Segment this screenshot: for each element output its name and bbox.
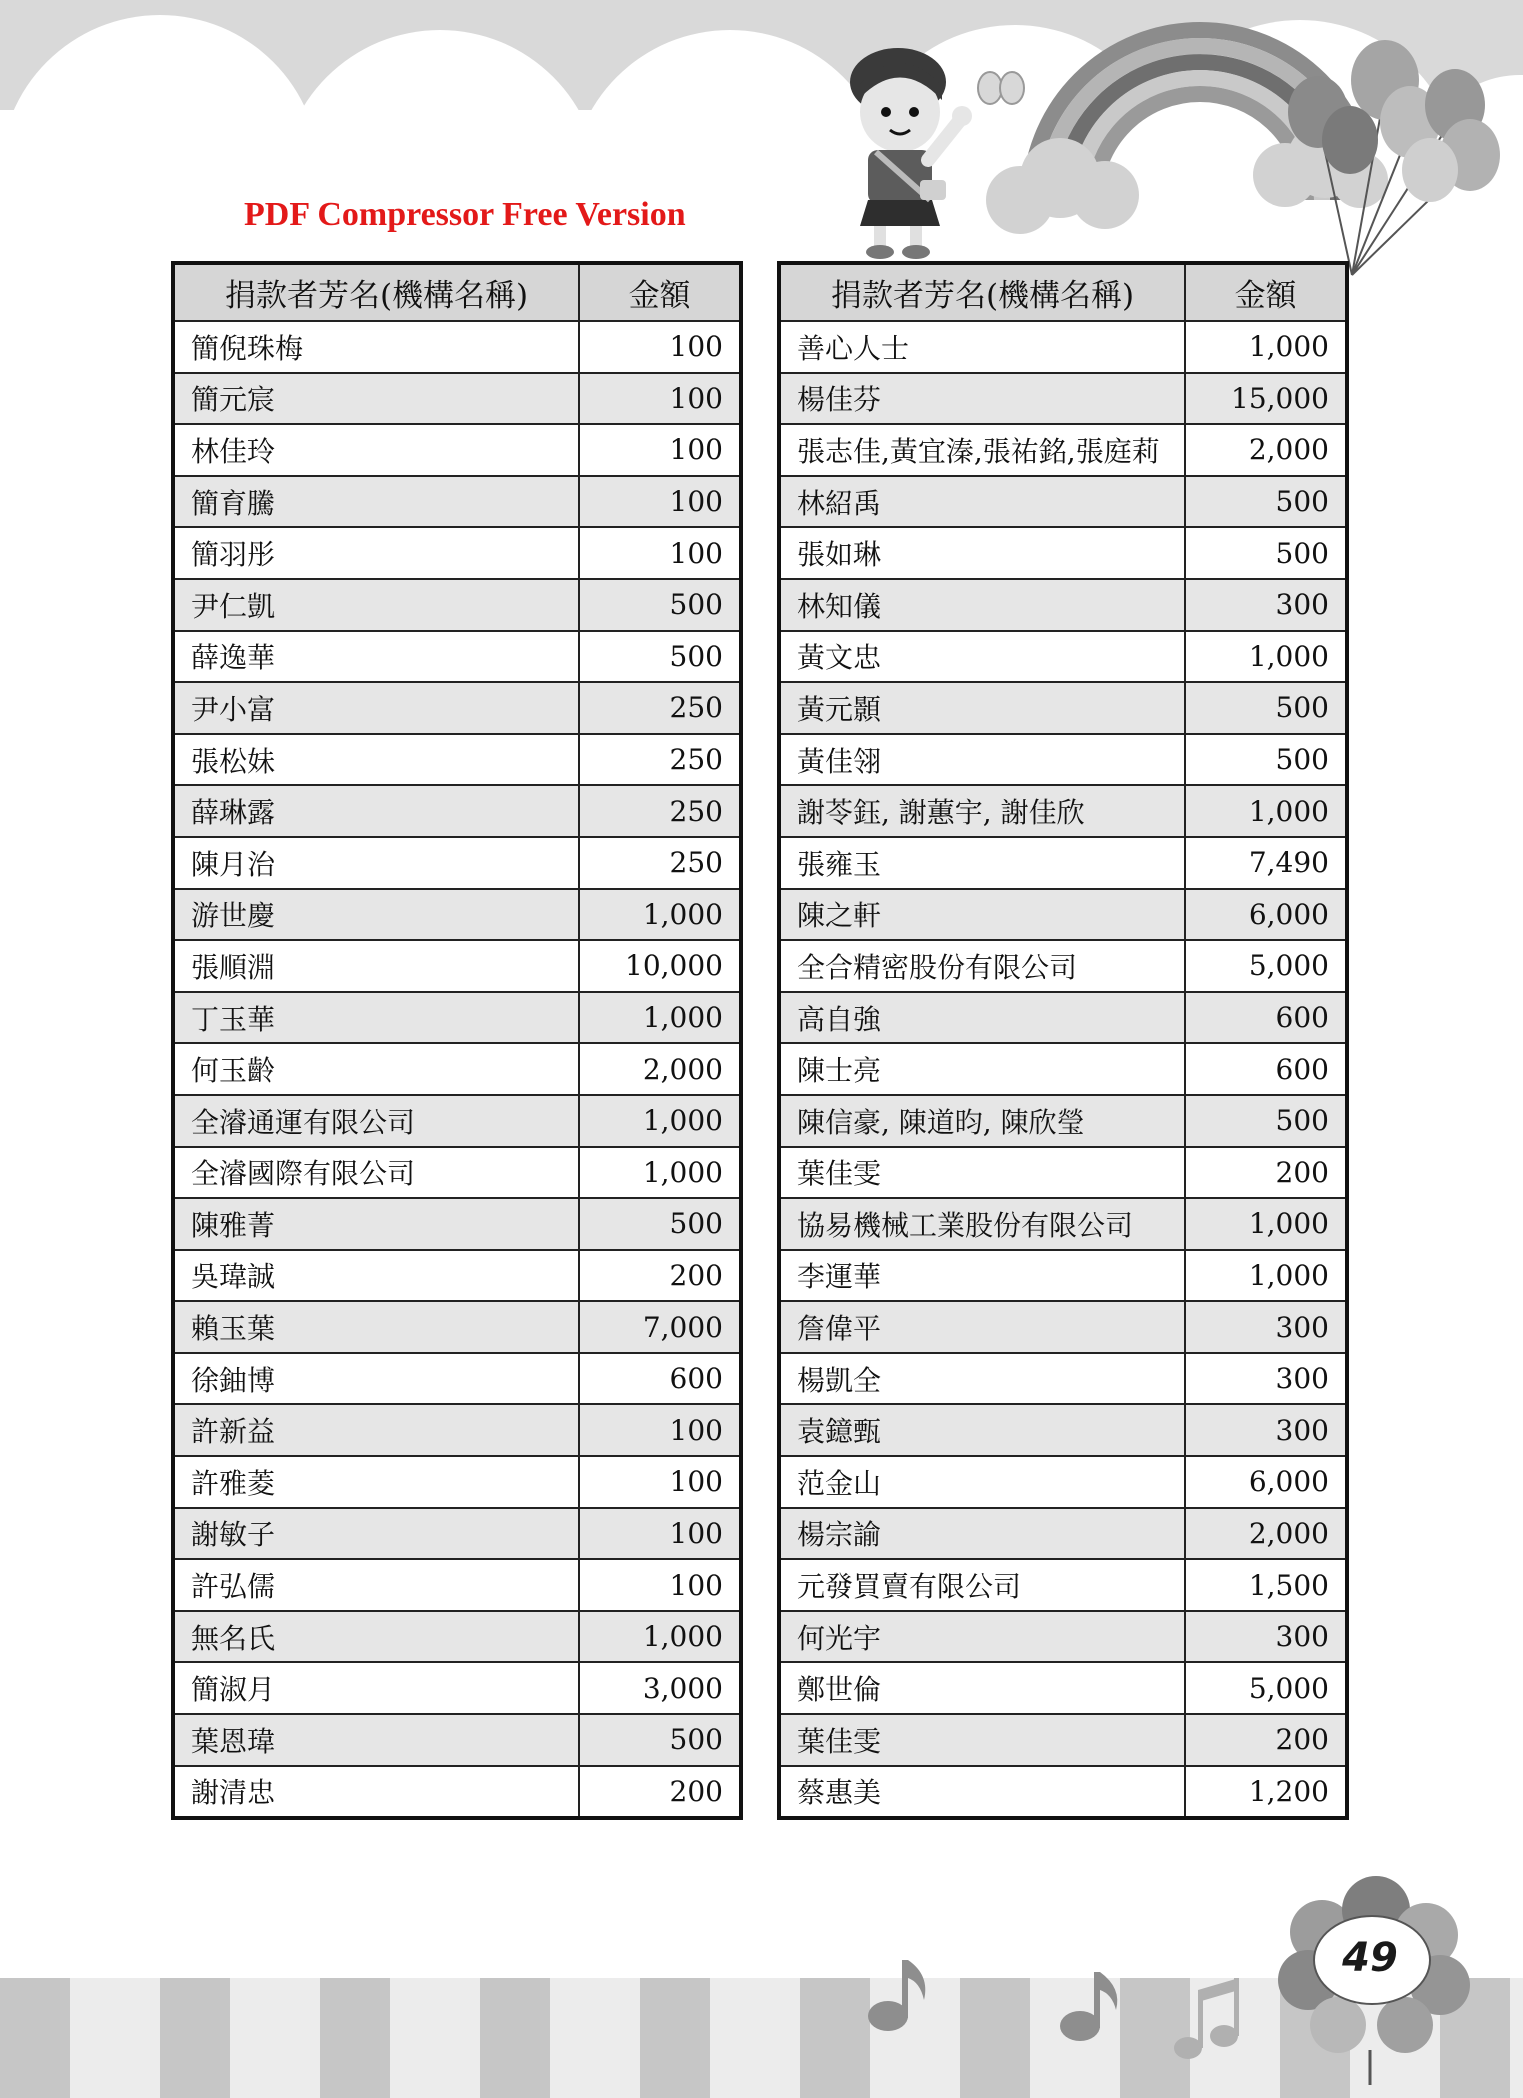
table-row (173, 1559, 741, 1611)
amount-cell: 3,000 (579, 1662, 741, 1714)
table-row (779, 1353, 1347, 1405)
column-header-amount: 金額 (579, 263, 741, 321)
amount-cell: 1,200 (1185, 1766, 1347, 1819)
table-row (779, 373, 1347, 425)
table-row (779, 1508, 1347, 1560)
donor-name-cell: 袁鐿甄 (779, 1404, 1185, 1456)
donor-name-cell: 許新益 (173, 1404, 579, 1456)
table-row (779, 631, 1347, 683)
amount-cell: 1,000 (579, 1095, 741, 1147)
donor-name-cell: 元發買賣有限公司 (779, 1559, 1185, 1611)
donor-name-cell: 楊佳芬 (779, 373, 1185, 425)
table-row (173, 476, 741, 528)
table-row (779, 1404, 1347, 1456)
amount-cell: 1,500 (1185, 1559, 1347, 1611)
amount-cell: 200 (1185, 1714, 1347, 1766)
table-row (173, 734, 741, 786)
donor-name-cell: 楊宗諭 (779, 1508, 1185, 1560)
table-row (779, 1198, 1347, 1250)
table-row (779, 1095, 1347, 1147)
amount-cell: 200 (579, 1766, 741, 1819)
donor-name-cell: 丁玉華 (173, 992, 579, 1044)
amount-cell: 100 (579, 373, 741, 425)
amount-cell: 500 (1185, 734, 1347, 786)
donor-name-cell: 林佳玲 (173, 424, 579, 476)
table-row (779, 1766, 1347, 1819)
amount-cell: 250 (579, 682, 741, 734)
table-row (779, 1043, 1347, 1095)
table-row (173, 1198, 741, 1250)
donor-name-cell: 陳信豪, 陳道昀, 陳欣瑩 (779, 1095, 1185, 1147)
table-row (173, 1508, 741, 1560)
donor-name-cell: 林紹禹 (779, 476, 1185, 528)
amount-cell: 5,000 (1185, 1662, 1347, 1714)
amount-cell: 2,000 (1185, 424, 1347, 476)
amount-cell: 300 (1185, 1404, 1347, 1456)
table-row (779, 424, 1347, 476)
column-header-amount: 金額 (1185, 263, 1347, 321)
table-row (173, 1147, 741, 1199)
amount-cell: 1,000 (1185, 321, 1347, 373)
donor-name-cell: 全濬國際有限公司 (173, 1147, 579, 1199)
table-row (173, 1662, 741, 1714)
amount-cell: 1,000 (579, 889, 741, 941)
table-header-row (779, 263, 1347, 321)
amount-cell: 10,000 (579, 940, 741, 992)
donor-name-cell: 李運華 (779, 1250, 1185, 1302)
amount-cell: 600 (1185, 992, 1347, 1044)
amount-cell: 1,000 (579, 992, 741, 1044)
table-row (779, 1611, 1347, 1663)
donor-name-cell: 徐鈾博 (173, 1353, 579, 1405)
donor-name-cell: 蔡惠美 (779, 1766, 1185, 1819)
donor-name-cell: 簡羽彤 (173, 527, 579, 579)
donor-table-right (777, 261, 1349, 1820)
donor-name-cell: 全合精密股份有限公司 (779, 940, 1185, 992)
donor-name-cell: 全濬通運有限公司 (173, 1095, 579, 1147)
amount-cell: 1,000 (1185, 1250, 1347, 1302)
amount-cell: 250 (579, 734, 741, 786)
amount-cell: 5,000 (1185, 940, 1347, 992)
donor-name-cell: 陳雅菁 (173, 1198, 579, 1250)
donor-name-cell: 鄭世倫 (779, 1662, 1185, 1714)
donor-name-cell: 薛逸華 (173, 631, 579, 683)
table-row (173, 1714, 741, 1766)
donor-name-cell: 張志佳,黃宜溱,張祐銘,張庭莉 (779, 424, 1185, 476)
column-header-donor-name: 捐款者芳名(機構名稱) (173, 263, 579, 321)
donor-table-right-body (779, 321, 1347, 1818)
amount-cell: 1,000 (579, 1147, 741, 1199)
amount-cell: 1,000 (1185, 631, 1347, 683)
table-row (779, 1662, 1347, 1714)
donor-name-cell: 簡淑月 (173, 1662, 579, 1714)
amount-cell: 250 (579, 837, 741, 889)
donor-name-cell: 尹小富 (173, 682, 579, 734)
donor-table-left-body (173, 321, 741, 1818)
amount-cell: 2,000 (579, 1043, 741, 1095)
amount-cell: 100 (579, 1508, 741, 1560)
table-row (779, 940, 1347, 992)
table-header-row (173, 263, 741, 321)
amount-cell: 1,000 (1185, 1198, 1347, 1250)
donor-name-cell: 楊凱全 (779, 1353, 1185, 1405)
amount-cell: 500 (579, 1714, 741, 1766)
donor-name-cell: 許雅菱 (173, 1456, 579, 1508)
donor-name-cell: 張松妹 (173, 734, 579, 786)
table-row (779, 579, 1347, 631)
amount-cell: 200 (579, 1250, 741, 1302)
table-row (173, 1250, 741, 1302)
donor-name-cell: 善心人士 (779, 321, 1185, 373)
donor-name-cell: 游世慶 (173, 889, 579, 941)
donor-name-cell: 詹偉平 (779, 1301, 1185, 1353)
table-row (173, 579, 741, 631)
donor-name-cell: 張雍玉 (779, 837, 1185, 889)
amount-cell: 15,000 (1185, 373, 1347, 425)
table-row (173, 1353, 741, 1405)
amount-cell: 300 (1185, 1353, 1347, 1405)
donor-name-cell: 薛琳露 (173, 785, 579, 837)
amount-cell: 7,000 (579, 1301, 741, 1353)
donor-name-cell: 張順淵 (173, 940, 579, 992)
donor-name-cell: 范金山 (779, 1456, 1185, 1508)
table-row (779, 1559, 1347, 1611)
amount-cell: 100 (579, 1404, 741, 1456)
amount-cell: 500 (579, 1198, 741, 1250)
amount-cell: 500 (1185, 682, 1347, 734)
page-number: 49 (1342, 1935, 1398, 1981)
donor-name-cell: 何光宇 (779, 1611, 1185, 1663)
amount-cell: 500 (1185, 476, 1347, 528)
table-row (779, 476, 1347, 528)
amount-cell: 6,000 (1185, 889, 1347, 941)
amount-cell: 1,000 (1185, 785, 1347, 837)
table-row (779, 321, 1347, 373)
amount-cell: 100 (579, 476, 741, 528)
table-row (779, 889, 1347, 941)
donor-name-cell: 簡育騰 (173, 476, 579, 528)
donor-name-cell: 陳之軒 (779, 889, 1185, 941)
amount-cell: 2,000 (1185, 1508, 1347, 1560)
table-row (779, 1147, 1347, 1199)
table-row (779, 1250, 1347, 1302)
table-row (173, 785, 741, 837)
donor-name-cell: 何玉齡 (173, 1043, 579, 1095)
table-row (173, 373, 741, 425)
table-row (173, 631, 741, 683)
donor-name-cell: 吳瑋誠 (173, 1250, 579, 1302)
amount-cell: 100 (579, 527, 741, 579)
column-header-donor-name: 捐款者芳名(機構名稱) (779, 263, 1185, 321)
donor-name-cell: 葉佳雯 (779, 1714, 1185, 1766)
donor-name-cell: 簡元宸 (173, 373, 579, 425)
table-row (779, 527, 1347, 579)
table-row (173, 940, 741, 992)
amount-cell: 100 (579, 1559, 741, 1611)
table-row (173, 1301, 741, 1353)
amount-cell: 300 (1185, 579, 1347, 631)
table-row (173, 1766, 741, 1819)
table-row (173, 682, 741, 734)
donor-name-cell: 黃佳翎 (779, 734, 1185, 786)
donor-name-cell: 葉恩瑋 (173, 1714, 579, 1766)
amount-cell: 500 (579, 631, 741, 683)
donor-name-cell: 林知儀 (779, 579, 1185, 631)
donor-name-cell: 葉佳雯 (779, 1147, 1185, 1199)
amount-cell: 100 (579, 321, 741, 373)
donor-name-cell: 謝清忠 (173, 1766, 579, 1819)
donor-name-cell: 簡倪珠梅 (173, 321, 579, 373)
table-row (173, 1095, 741, 1147)
amount-cell: 300 (1185, 1611, 1347, 1663)
amount-cell: 600 (1185, 1043, 1347, 1095)
table-row (779, 992, 1347, 1044)
watermark-text: PDF Compressor Free Version (244, 196, 686, 233)
donor-name-cell: 謝苓鈺, 謝蕙宇, 謝佳欣 (779, 785, 1185, 837)
donor-table-left (171, 261, 743, 1820)
table-row (173, 1456, 741, 1508)
table-row (173, 527, 741, 579)
amount-cell: 500 (1185, 527, 1347, 579)
table-row (779, 1714, 1347, 1766)
donor-name-cell: 黃元顥 (779, 682, 1185, 734)
amount-cell: 250 (579, 785, 741, 837)
donor-name-cell: 無名氏 (173, 1611, 579, 1663)
amount-cell: 500 (579, 579, 741, 631)
table-row (173, 321, 741, 373)
amount-cell: 7,490 (1185, 837, 1347, 889)
donor-name-cell: 黃文忠 (779, 631, 1185, 683)
donor-name-cell: 賴玉葉 (173, 1301, 579, 1353)
table-row (173, 837, 741, 889)
donor-name-cell: 尹仁凱 (173, 579, 579, 631)
amount-cell: 500 (1185, 1095, 1347, 1147)
amount-cell: 100 (579, 1456, 741, 1508)
table-row (173, 889, 741, 941)
amount-cell: 300 (1185, 1301, 1347, 1353)
donor-name-cell: 陳月治 (173, 837, 579, 889)
table-row (779, 682, 1347, 734)
table-row (173, 424, 741, 476)
amount-cell: 600 (579, 1353, 741, 1405)
amount-cell: 6,000 (1185, 1456, 1347, 1508)
table-row (173, 992, 741, 1044)
amount-cell: 200 (1185, 1147, 1347, 1199)
donor-name-cell: 謝敏子 (173, 1508, 579, 1560)
table-row (173, 1404, 741, 1456)
donor-name-cell: 許弘儒 (173, 1559, 579, 1611)
table-row (173, 1043, 741, 1095)
donor-name-cell: 協易機械工業股份有限公司 (779, 1198, 1185, 1250)
table-row (173, 1611, 741, 1663)
donor-name-cell: 高自強 (779, 992, 1185, 1044)
amount-cell: 100 (579, 424, 741, 476)
table-row (779, 1456, 1347, 1508)
donor-name-cell: 陳士亮 (779, 1043, 1185, 1095)
table-row (779, 734, 1347, 786)
donor-name-cell: 張如琳 (779, 527, 1185, 579)
table-row (779, 1301, 1347, 1353)
amount-cell: 1,000 (579, 1611, 741, 1663)
table-row (779, 837, 1347, 889)
table-row (779, 785, 1347, 837)
